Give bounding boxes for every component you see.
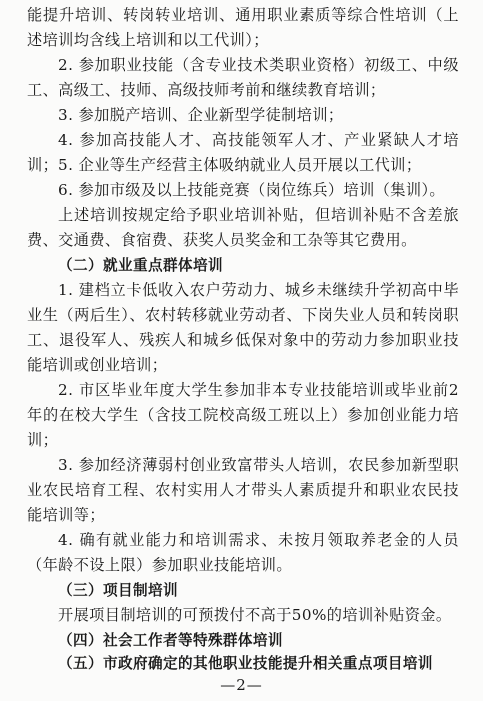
list-item-5: 5. 企业等生产经营主体吸纳就业人员开展以工代训；	[58, 156, 422, 174]
page-number: —2—	[220, 676, 263, 694]
section-heading-4: （四）社会工作者等特殊群体培训	[58, 632, 283, 649]
section-heading-3: （三）项目制培训	[58, 582, 178, 599]
group-item-4: 4. 确有就业能力和培训需求、未按月领取养老金的人员（年龄不设上限）参加职业技能培训。	[27, 531, 459, 574]
group-item-3: 3. 参加经济薄弱村创业致富带头人培训，农民参加新型职业农民培育工程、农村实用人才带头人素质提升和职业农民技能培训等；	[27, 456, 459, 524]
subsidy-note: 上述培训按规定给予职业培训补贴，但培训补贴不含差旅费、交通费、食宿费、获奖人员奖金和工杂等其它费用。	[27, 206, 459, 249]
section-heading-5: （五）市政府确定的其他职业技能提升相关重点项目培训	[58, 655, 433, 672]
paragraph-continuation: 能提升培训、转岗转业培训、通用职业素质等综合性培训（上述培训均含线上培训和以工代训）；	[27, 6, 459, 49]
list-item-4: 4. 参加高技能人才、高技能领军人才、产业紧缺人才培训；	[27, 131, 459, 174]
list-item-3: 3. 参加脱产培训、企业新型学徒制培训；	[58, 106, 344, 124]
group-item-1: 1. 建档立卡低收入农户劳动力、城乡未继续升学初高中毕业生（两后生）、农村转移就业劳动者、下岗失业人员和转岗职工、退役军人、残疾人和城乡低保对象中的劳动力参加职业技能培训或创业培训；	[27, 281, 459, 374]
project-training-note: 开展项目制培训的可预拨付不高于50%的培训补贴资金。	[58, 606, 452, 624]
list-item-6: 6. 参加市级及以上技能竞赛（岗位练兵）培训（集训）。	[58, 181, 446, 199]
list-item-2: 2. 参加职业技能（含专业技术类职业资格）初级工、中级工、高级工、技师、高级技师考前和继续教育培训；	[27, 56, 459, 99]
section-heading-2: （二）就业重点群体培训	[58, 257, 223, 274]
group-item-2: 2. 市区毕业年度大学生参加非本专业技能培训或毕业前2年的在校大学生（含技工院校高级工班以上）参加创业能力培训；	[27, 381, 459, 449]
